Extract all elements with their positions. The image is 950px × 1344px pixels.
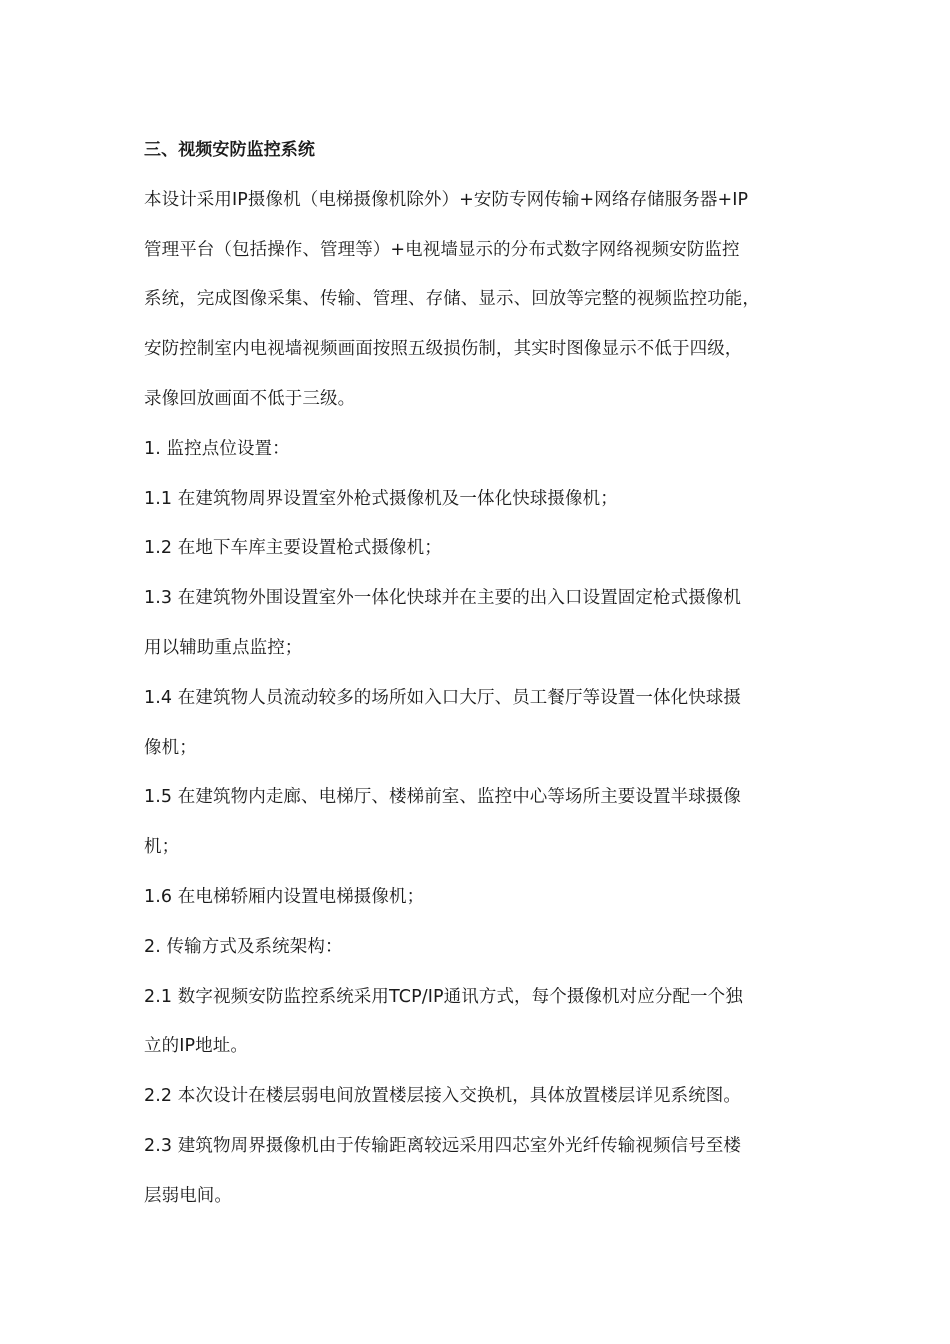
body-line: 系统，完成图像采集、传输、管理、存储、显示、回放等完整的视频监控功能， xyxy=(144,289,760,310)
list-item: 1.4 在建筑物人员流动较多的场所如入口大厅、员工餐厅等设置一体化快球摄 xyxy=(144,687,741,708)
body-line: 录像回放画面不低于三级。 xyxy=(144,388,356,409)
document-body xyxy=(144,126,834,1222)
body-line: 本设计采用IP摄像机（电梯摄像机除外）+安防专网传输+网络存储服务器+IP xyxy=(144,189,749,210)
list-item: 1.1 在建筑物周界设置室外枪式摄像机及一体化快球摄像机； xyxy=(144,488,618,509)
list-item: 2.3 建筑物周界摄像机由于传输距离较远采用四芯室外光纤传输视频信号至楼 xyxy=(144,1135,741,1156)
body-line: 管理平台（包括操作、管理等）+电视墙显示的分布式数字网络视频安防监控 xyxy=(144,239,740,260)
list-item-continuation: 立的IP地址。 xyxy=(144,1036,248,1057)
list-item-continuation: 用以辅助重点监控； xyxy=(144,637,303,658)
subheading-line: 2. 传输方式及系统架构： xyxy=(144,936,343,957)
list-item: 2.2 本次设计在楼层弱电间放置楼层接入交换机，具体放置楼层详见系统图。 xyxy=(144,1086,741,1107)
section-heading: 三、视频安防监控系统 xyxy=(144,140,315,160)
list-item: 1.6 在电梯轿厢内设置电梯摄像机； xyxy=(144,886,425,907)
list-item: 1.3 在建筑物外围设置室外一体化快球并在主要的出入口设置固定枪式摄像机 xyxy=(144,588,741,609)
list-item-continuation: 机； xyxy=(144,837,180,858)
list-item: 1.5 在建筑物内走廊、电梯厅、楼梯前室、监控中心等场所主要设置半球摄像 xyxy=(144,787,741,808)
list-item-continuation: 层弱电间。 xyxy=(144,1185,232,1206)
list-item: 1.2 在地下车库主要设置枪式摄像机； xyxy=(144,538,442,559)
body-line: 安防控制室内电视墙视频画面按照五级损伤制，其实时图像显示不低于四级， xyxy=(144,339,743,360)
list-item-continuation: 像机； xyxy=(144,737,197,758)
list-item: 2.1 数字视频安防监控系统采用TCP/IP通讯方式，每个摄像机对应分配一个独 xyxy=(144,986,743,1007)
subheading-line: 1. 监控点位设置： xyxy=(144,438,290,459)
